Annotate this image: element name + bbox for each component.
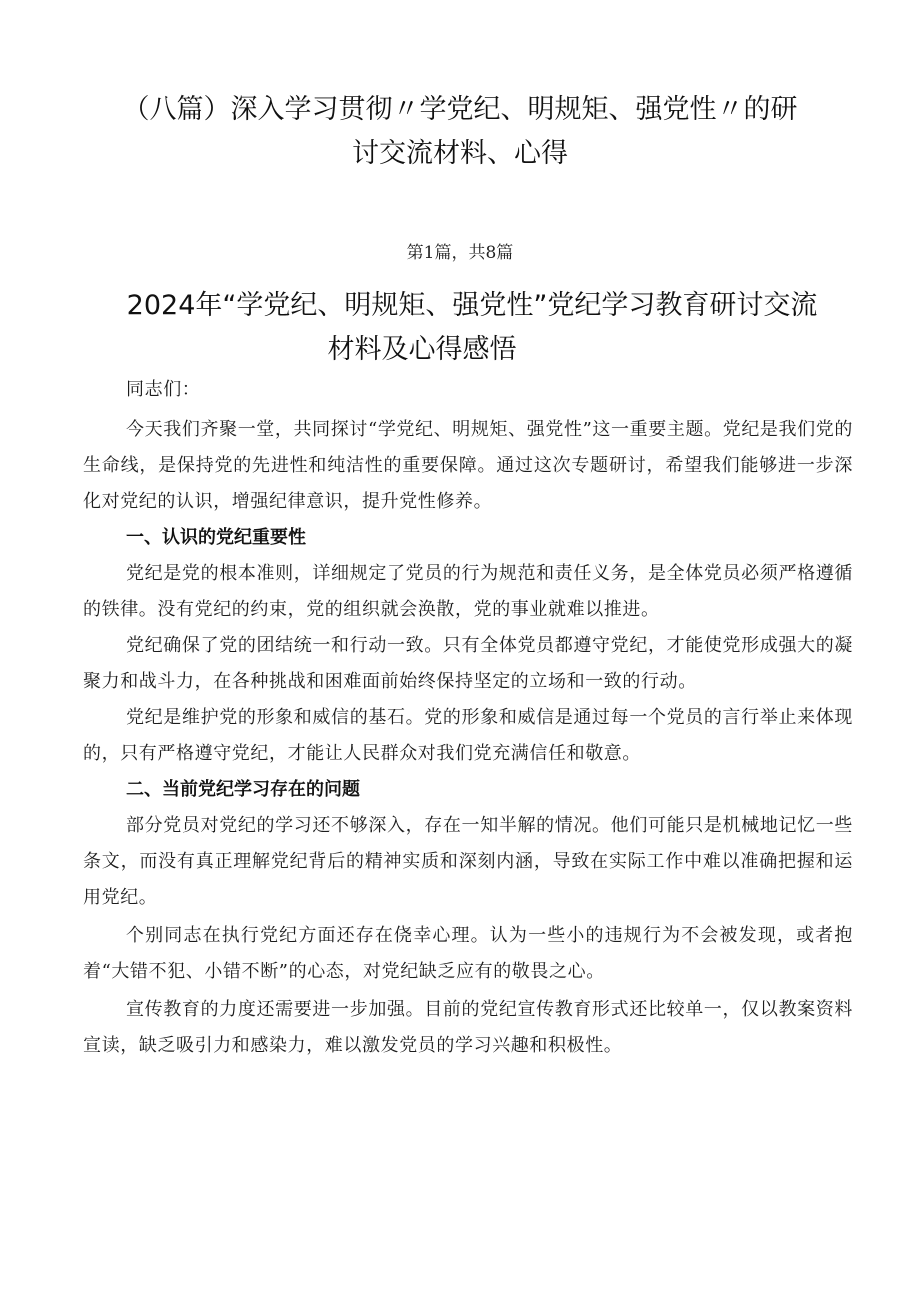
section2-paragraph-3: 宣传教育的力度还需要进一步加强。目前的党纪宣传教育形式还比较单一，仅以教案资料宣读，缺乏吸引力和感染力，难以激发党员的学习兴趣和积极性。 — [83, 999, 853, 1056]
section1-paragraph-1: 党纪是党的根本准则，详细规定了党员的行为规范和责任义务，是全体党员必须严格遵循的铁律。没有党纪的约束，党的组织就会涣散，党的事业就难以推进。 — [83, 563, 853, 620]
section-heading-1: 一、认识的党纪重要性 — [126, 527, 306, 548]
salutation: 同志们： — [126, 379, 201, 400]
section2-paragraph-2: 个别同志在执行党纪方面还存在侥幸心理。认为一些小的违规行为不会被发现，或者抱着“大错不犯、小错不断”的心态，对党纪缺乏应有的敬畏之心。 — [83, 925, 853, 982]
document-title-line1: （八篇）深入学习贯彻〃学党纪、明规矩、强党性〃的研 — [122, 94, 798, 125]
article-title — [0, 284, 920, 372]
section1-paragraph-2: 党纪确保了党的团结统一和行动一致。只有全体党员都遵守党纪，才能使党形成强大的凝聚力和战斗力，在各种挑战和困难面前始终保持坚定的立场和一致的行动。 — [83, 635, 853, 692]
section1-paragraph-3: 党纪是维护党的形象和威信的基石。党的形象和威信是通过每一个党员的言行举止来体现的，只有严格遵守党纪，才能让人民群众对我们党充满信任和敬意。 — [83, 707, 853, 764]
intro-paragraph: 今天我们齐聚一堂，共同探讨“学党纪、明规矩、强党性”这一重要主题。党纪是我们党的生命线，是保持党的先进性和纯洁性的重要保障。通过这次专题研讨，希望我们能够进一步深化对党纪的认识，增强纪律意识，提升党性修养。 — [83, 419, 853, 512]
section-heading-2: 二、当前党纪学习存在的问题 — [126, 779, 360, 800]
article-body — [83, 372, 853, 1064]
document-title-line2: 讨交流材料、心得 — [352, 138, 568, 169]
article-title-line2: 材料及心得感悟 — [327, 334, 517, 365]
article-counter: 第1篇，共8篇 — [406, 243, 514, 263]
section2-paragraph-1: 部分党员对党纪的学习还不够深入，存在一知半解的情况。他们可能只是机械地记忆一些条文，而没有真正理解党纪背后的精神实质和深刻内涵，导致在实际工作中难以准确把握和运用党纪。 — [83, 815, 853, 908]
article-title-line1: 2024年“学党纪、明规矩、强党性”党纪学习教育研讨交流 — [126, 290, 818, 321]
document-title — [0, 88, 920, 176]
